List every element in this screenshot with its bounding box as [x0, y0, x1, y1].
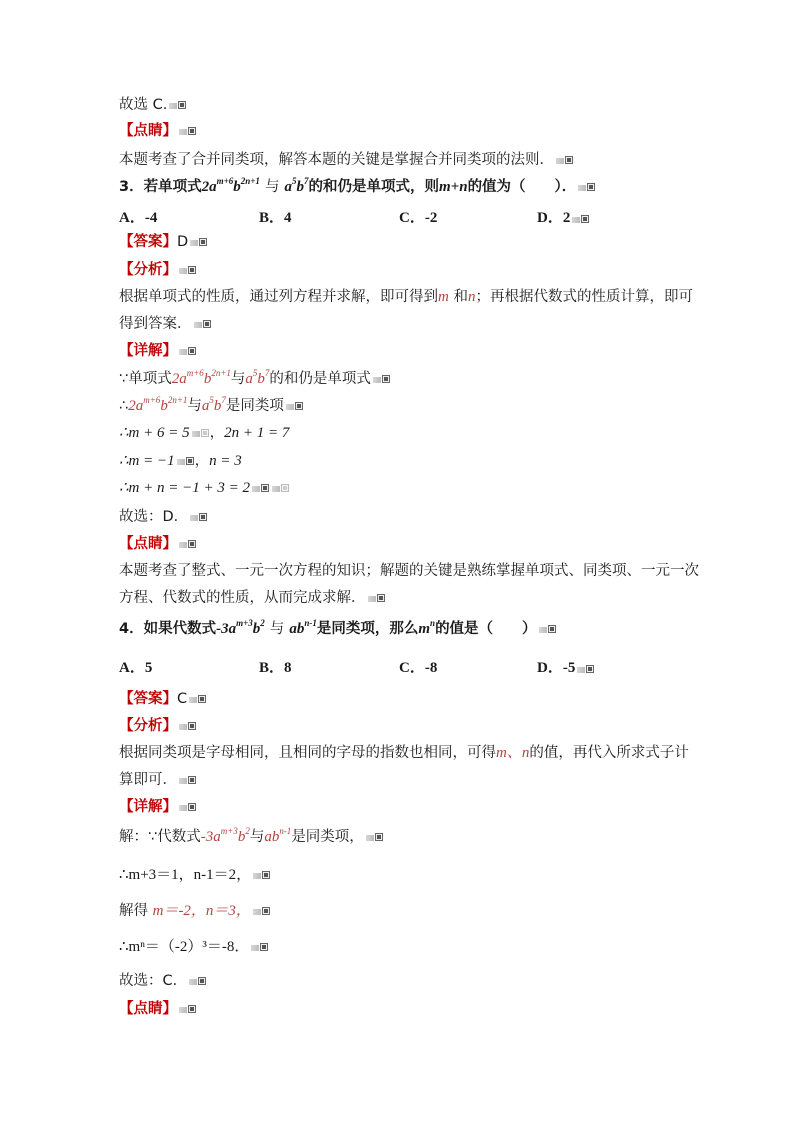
option-d [537, 656, 595, 677]
detail-text: 解：∵代数式 [119, 829, 201, 845]
answer-value: C [177, 691, 188, 707]
analysis-text: 算即可． [119, 772, 177, 788]
analysis-label: 【分析】 [119, 718, 177, 734]
math-exponent: 5 [209, 395, 214, 405]
math-term [289, 618, 317, 637]
text-line [119, 507, 704, 527]
equation: m＝-2，n＝3， [152, 903, 251, 919]
text-line [119, 314, 704, 334]
detail-text: 的和仍是单项式 [269, 371, 371, 387]
paragraph-mark-icon [190, 512, 208, 522]
paragraph-mark-icon [189, 694, 207, 704]
text-line [119, 369, 704, 389]
math-term [171, 368, 231, 387]
section-heading [119, 797, 704, 817]
equation: n = 3 [209, 453, 242, 469]
math-part: ab [289, 621, 305, 637]
math-term [284, 176, 309, 195]
analysis-text: 和 [453, 289, 468, 305]
math-var: m [438, 289, 449, 305]
math-term [201, 176, 260, 195]
math-part: ab [264, 829, 280, 845]
math-part: b [203, 371, 212, 387]
math-part: b [233, 179, 241, 195]
math-part: b [257, 371, 265, 387]
math-exponent: 7 [264, 368, 270, 378]
section-heading [119, 999, 704, 1019]
detail-text: 与 [187, 398, 202, 414]
analysis-text: 得到答案． [119, 316, 192, 332]
paragraph-mark-icon [179, 346, 197, 356]
math-part: b [213, 398, 222, 414]
paragraph-mark-icon [169, 100, 187, 110]
paragraph-mark-icon [572, 214, 590, 224]
answer-value: D [177, 234, 189, 250]
paragraph-mark-icon [179, 775, 197, 785]
math-exponent: m+3 [220, 826, 238, 836]
paragraph-mark-icon [179, 1004, 197, 1014]
equation: ∴m + 6 = 5 [119, 425, 190, 441]
detail-text: ， [194, 453, 210, 469]
equation: ∴mⁿ＝（-2）³＝-8． [119, 939, 250, 955]
math-var: n [467, 289, 476, 305]
math-part: 2a [201, 179, 217, 195]
text-line [119, 743, 704, 763]
question-text: 是同类项，那么 [316, 621, 419, 637]
paragraph-mark-icon [373, 374, 391, 384]
math-exponent: 2 [260, 618, 265, 628]
paragraph-mark-icon [286, 401, 304, 411]
analysis-text: 的值，再代入所求式子计 [529, 745, 689, 761]
paragraph-mark-icon [251, 942, 269, 952]
detail-text: ∵单项式 [119, 371, 172, 387]
paragraph-mark-icon [179, 126, 197, 136]
answer-label: 【答案】 [119, 234, 177, 250]
math-term [245, 368, 270, 387]
question-text: 与 [264, 179, 280, 195]
option-d-text: D．-5 [537, 660, 576, 676]
paragraph-mark-icon [179, 539, 197, 549]
detail-label: 【详解】 [119, 799, 177, 815]
text-line [119, 396, 704, 416]
answer-label: 【答案】 [119, 691, 177, 707]
math-part: m [418, 621, 431, 637]
math-term [128, 395, 188, 414]
math-exponent: n-1 [279, 826, 292, 836]
comment-text: 本题考查了整式、一元一次方程的知识；解题的关键是熟练掌握单项式、同类项、一元一次 [119, 563, 699, 579]
equation: ∴m = −1 [119, 453, 175, 469]
paragraph-mark-icon [177, 456, 195, 466]
math-term [264, 826, 292, 845]
math-part: b [252, 621, 261, 637]
answer-line [119, 689, 704, 709]
paragraph-mark-icon [179, 265, 197, 275]
text-line [119, 478, 704, 498]
section-heading [119, 260, 704, 280]
paragraph-mark-icon [578, 182, 596, 192]
math-exponent: m+6 [186, 368, 204, 378]
text-line [119, 588, 704, 608]
math-exponent: 2n+1 [211, 368, 231, 378]
paragraph-mark-icon [192, 428, 210, 438]
comment-label: 【点睛】 [119, 536, 177, 552]
math-exponent: m+6 [143, 395, 161, 405]
section-heading [119, 534, 704, 554]
equation: ∴m+3＝1，n-1＝2， [119, 867, 252, 883]
math-exponent: m+6 [216, 176, 234, 186]
analysis-text: ；再根据代数式的性质计算，即可 [475, 289, 693, 305]
paragraph-mark-icon [252, 483, 270, 493]
math-part: 2a [128, 398, 144, 414]
text-line [119, 865, 704, 885]
option-c: C．-2 [399, 210, 438, 226]
question-4 [119, 619, 704, 639]
paragraph-mark-icon [556, 155, 574, 165]
question-text: 与 [269, 621, 285, 637]
paragraph-mark-icon [194, 319, 212, 329]
paragraph-mark-icon [179, 721, 197, 731]
paragraph-mark-icon [366, 832, 384, 842]
math-exponent: 2n+1 [240, 176, 260, 186]
paragraph-mark-icon [368, 593, 386, 603]
choice-text: 故选 C. [119, 97, 168, 113]
comment-text: 本题考查了合并同类项，解答本题的关键是掌握合并同类项的法则． [119, 152, 554, 168]
math-part: -3a [200, 829, 221, 845]
detail-text: ∴ [119, 398, 129, 414]
text-line [119, 937, 704, 957]
section-heading [119, 121, 704, 141]
comment-label: 【点睛】 [119, 123, 177, 139]
math-part: 2a [171, 371, 187, 387]
math-exponent: n [430, 618, 436, 628]
math-exponent: n-1 [304, 618, 317, 628]
math-term [200, 826, 250, 845]
math-term [201, 395, 226, 414]
paragraph-mark-icon [272, 483, 290, 493]
option-b: B．4 [259, 210, 292, 226]
math-exponent: 7 [221, 395, 226, 405]
text-line [119, 95, 704, 115]
equation: ∴m + n = −1 + 3 = 2 [119, 480, 250, 496]
option-d-text: D．2 [537, 210, 571, 226]
option-b: B．8 [259, 660, 292, 676]
text-line [119, 451, 704, 471]
paragraph-mark-icon [189, 976, 207, 986]
option-c: C．-8 [399, 660, 438, 676]
math-exponent: 2 [245, 826, 250, 836]
question-text: 的和仍是单项式，则 [308, 179, 439, 195]
text-line [119, 971, 704, 991]
math-part: a [245, 371, 253, 387]
section-heading [119, 341, 704, 361]
math-part: a [284, 179, 292, 195]
detail-text: 是同类项， [291, 829, 364, 845]
question-prefix: 3．若单项式 [119, 179, 202, 195]
math-part: a [201, 398, 210, 414]
question-3 [119, 177, 704, 197]
answer-line [119, 232, 704, 252]
paragraph-mark-icon [253, 906, 271, 916]
paragraph-mark-icon [179, 802, 197, 812]
analysis-label: 【分析】 [119, 262, 177, 278]
math-term [216, 618, 265, 637]
math-part: b [160, 398, 168, 414]
choice-text: 故选：D． [119, 509, 189, 525]
detail-text: 与 [249, 829, 265, 845]
paragraph-mark-icon [539, 624, 557, 634]
comment-label: 【点睛】 [119, 1001, 177, 1017]
comment-text: 方程、代数式的性质，从而完成求解． [119, 590, 366, 606]
math-exponent: 2n+1 [167, 395, 188, 405]
math-part: -3a [216, 621, 237, 637]
math-exponent: 5 [252, 368, 258, 378]
text-line [119, 150, 704, 170]
option-a: A．5 [119, 660, 153, 676]
detail-text: 解得 [119, 903, 148, 919]
question-prefix: 4．如果代数式 [119, 621, 217, 637]
math-term [418, 618, 436, 637]
math-term: m+n [439, 179, 468, 195]
math-exponent: 5 [292, 176, 297, 186]
question-text: 的值是（ ） [435, 621, 537, 637]
detail-label: 【详解】 [119, 343, 177, 359]
text-line [119, 827, 704, 847]
analysis-text: 根据单项式的性质，通过列方程并求解，即可得到 [119, 289, 438, 305]
choice-text: 故选：C． [119, 973, 188, 989]
text-line [119, 423, 704, 443]
option-a: A．-4 [119, 210, 158, 226]
text-line [119, 901, 704, 921]
text-line [119, 770, 704, 790]
math-exponent: m+3 [236, 618, 253, 628]
math-part: b [237, 829, 246, 845]
math-part: b [296, 179, 304, 195]
section-heading [119, 716, 704, 736]
paragraph-mark-icon [190, 237, 208, 247]
detail-text: ， [209, 425, 225, 441]
equation: 2n + 1 = 7 [224, 425, 290, 441]
paragraph-mark-icon [577, 664, 595, 674]
detail-text: 是同类项 [225, 398, 284, 414]
math-var: m、n [496, 745, 530, 761]
math-exponent: 7 [304, 176, 309, 186]
question-text: 的值为（ ）． [467, 179, 577, 195]
analysis-text: 根据同类项是字母相同，且相同的字母的指数也相同，可得 [119, 745, 496, 761]
text-line [119, 561, 704, 581]
option-d [537, 206, 590, 227]
detail-text: 与 [230, 371, 246, 387]
text-line [119, 287, 704, 307]
paragraph-mark-icon [253, 870, 271, 880]
